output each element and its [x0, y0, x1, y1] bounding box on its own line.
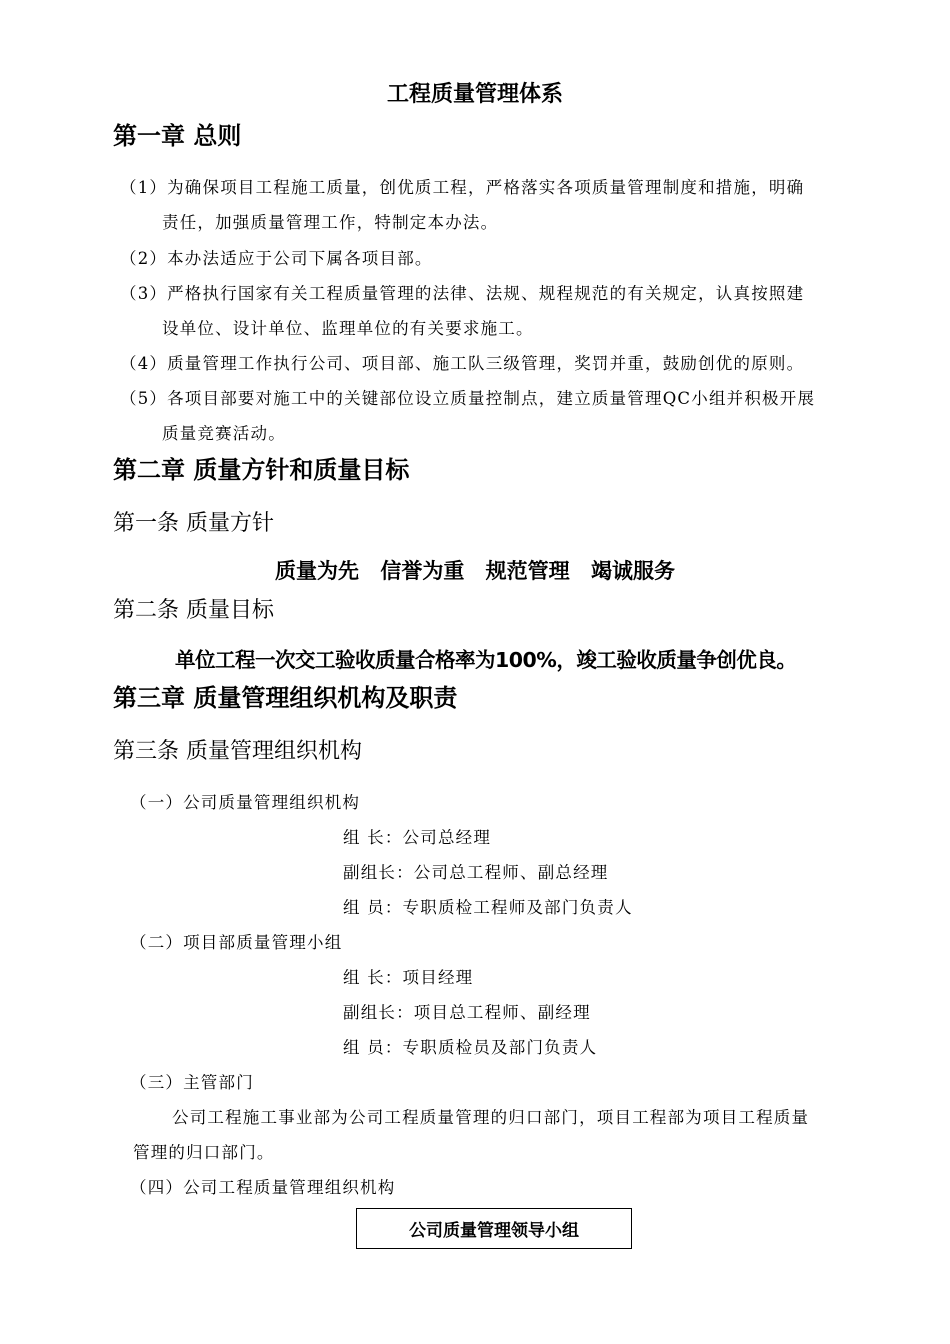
section-2-members: 组 员：专职质检员及部门负责人 [343, 1038, 598, 1057]
clause-5-line-1: （5）各项目部要对施工中的关键部位设立质量控制点，建立质量管理QC小组并积极开展 [120, 389, 816, 408]
section-1-deputy-leader: 副组长：公司总工程师、副总经理 [343, 863, 609, 882]
clause-1-line-1: （1）为确保项目工程施工质量，创优质工程，严格落实各项质量管理制度和措施，明确 [120, 178, 805, 197]
chapter-1-heading: 第一章 总则 [113, 122, 242, 150]
clause-3-line-2: 设单位、设计单位、监理单位的有关要求施工。 [162, 319, 534, 338]
clause-1-line-2: 责任，加强质量管理工作，特制定本办法。 [162, 213, 499, 232]
quality-goal: 单位工程一次交工验收质量合格率为100%，竣工验收质量争创优良。 [175, 648, 797, 672]
chapter-3-heading: 第三章 质量管理组织机构及职责 [113, 684, 458, 712]
section-2-leader: 组 长：项目经理 [343, 968, 474, 987]
document-title: 工程质量管理体系 [386, 82, 563, 107]
section-3-line-1: 公司工程施工事业部为公司工程质量管理的归口部门，项目工程部为项目工程质量 [172, 1108, 810, 1127]
org-chart-box-leadership-group [356, 1208, 632, 1249]
clause-5-line-2: 质量竞赛活动。 [162, 424, 286, 443]
clause-4-line-1: （4）质量管理工作执行公司、项目部、施工队三级管理，奖罚并重，鼓励创优的原则。 [120, 354, 805, 373]
article-3-heading: 第三条 质量管理组织机构 [113, 739, 362, 764]
section-1-members: 组 员：专职质检工程师及部门负责人 [343, 898, 633, 917]
clause-2-line-1: （2）本办法适应于公司下属各项目部。 [120, 249, 433, 268]
article-2-heading: 第二条 质量目标 [113, 598, 274, 623]
section-3-line-2: 管理的归口部门。 [133, 1143, 275, 1162]
section-4-heading: （四）公司工程质量管理组织机构 [130, 1178, 396, 1197]
section-3-heading: （三）主管部门 [130, 1073, 254, 1092]
section-1-leader: 组 长：公司总经理 [343, 828, 492, 847]
section-2-deputy-leader: 副组长：项目总工程师、副经理 [343, 1003, 591, 1022]
section-2-heading: （二）项目部质量管理小组 [130, 933, 343, 952]
section-1-heading: （一）公司质量管理组织机构 [130, 793, 361, 812]
article-1-heading: 第一条 质量方针 [113, 511, 274, 536]
quality-policy: 质量为先 信誉为重 规范管理 竭诚服务 [275, 559, 675, 583]
chapter-2-heading: 第二章 质量方针和质量目标 [113, 456, 410, 484]
clause-3-line-1: （3）严格执行国家有关工程质量管理的法律、法规、规程规范的有关规定，认真按照建 [120, 284, 805, 303]
org-chart-box-label: 公司质量管理领导小组 [409, 1221, 579, 1241]
